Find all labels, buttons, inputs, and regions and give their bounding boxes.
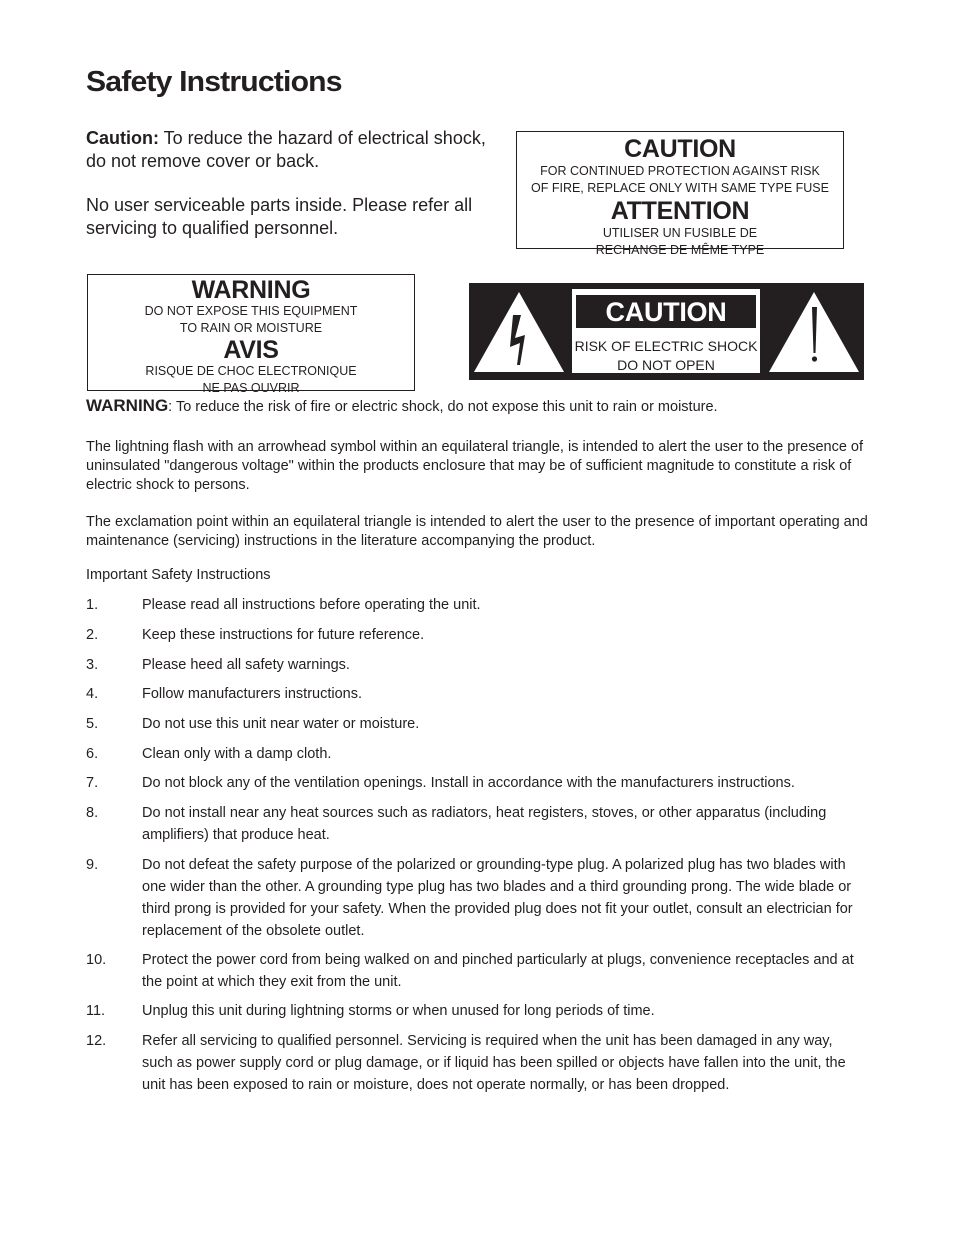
list-item-number: 7. [86, 775, 99, 791]
list-item-number: 12. [86, 1033, 107, 1049]
moisture-line2-en: TO RAIN OR MOISTURE [179, 321, 323, 335]
list-item-number: 1. [86, 597, 99, 613]
moisture-line1-fr: RISQUE DE CHOC ELECTRONIQUE [145, 364, 357, 378]
warning-line [86, 396, 718, 416]
fuse-heading-fr: ATTENTION [610, 197, 750, 225]
list-item-text: Do not defeat the safety purpose of the polarized or grounding-type plug. A polarized plug has two blades with one wider than the other. A grounding type plug has two blades and a third grounding prong. The wide blade or third prong is provided for your safety. When the provided plug does not fit your outlet, consult an electrician for replacement of the obsolete outlet. [142, 857, 853, 939]
shock-caution-label [469, 283, 864, 380]
exclamation-paragraph: The exclamation point within an equilateral triangle is intended to alert the user to the presence of important operating and maintenance (servicing) instructions in the literature accompanying the product. [86, 514, 868, 549]
service-paragraph: No user serviceable parts inside. Please refer all servicing to qualified personnel. [86, 195, 473, 238]
caution-paragraph [86, 127, 506, 173]
list-item-text: Do not block any of the ventilation openings. Install in accordance with the manufacturers instructions. [142, 775, 795, 791]
list-item-number: 3. [86, 657, 99, 673]
list-item-number: 9. [86, 857, 99, 873]
caution-intro [86, 127, 506, 261]
list-item-number: 4. [86, 686, 99, 702]
shock-heading: CAUTION [576, 295, 756, 328]
moisture-line2-fr: NE PAS OUVRIR [202, 381, 300, 395]
moisture-warning-label [87, 274, 415, 395]
list-item-text: Please heed all safety warnings. [142, 657, 350, 673]
shock-line2: DO NOT OPEN [617, 357, 715, 373]
list-item-text: Unplug this unit during lightning storms or when unused for long periods of time. [142, 1003, 655, 1019]
moisture-heading-en: WARNING [191, 276, 311, 304]
exclamation-triangle-icon [764, 283, 864, 380]
warning-label: WARNING [86, 396, 169, 415]
moisture-line1-en: DO NOT EXPOSE THIS EQUIPMENT [144, 304, 358, 318]
list-item-text: Do not use this unit near water or moisture. [142, 716, 420, 732]
caution-label: Caution: [86, 128, 159, 148]
shock-line1: RISK OF ELECTRIC SHOCK [574, 338, 758, 354]
list-item-text: Clean only with a damp cloth. [142, 746, 332, 762]
list-item-number: 11. [86, 1003, 106, 1019]
fuse-line2-fr: RECHANGE DE MÊME TYPE [595, 243, 765, 257]
list-item-number: 2. [86, 627, 99, 643]
list-item-text: Protect the power cord from being walked on and pinched particularly at plugs, convenience receptacles and at the point at which they exit from the unit. [142, 952, 854, 990]
fuse-line1-fr: UTILISER UN FUSIBLE DE [602, 226, 758, 240]
shock-center-panel [572, 289, 760, 373]
list-item-number: 10. [86, 952, 107, 968]
warning-text: : To reduce the risk of fire or electric shock, do not expose this unit to rain or moisture. [168, 399, 718, 415]
list-heading: Important Safety Instructions [86, 567, 271, 583]
lightning-triangle-icon [469, 283, 569, 380]
list-item-text: Follow manufacturers instructions. [142, 686, 362, 702]
list-item-text: Keep these instructions for future reference. [142, 627, 425, 643]
list-item-text: Refer all servicing to qualified personnel. Servicing is required when the unit has been damaged in any way, such as power supply cord or plug damage, or if liquid has been spilled or objects have fallen into the unit, the unit has been exposed to rain or moisture, does not operate normally, or has been dropped. [142, 1033, 846, 1093]
list-item-number: 5. [86, 716, 99, 732]
list-item-number: 6. [86, 746, 99, 762]
shock-subtext [572, 337, 760, 375]
list-item-text: Do not install near any heat sources such as radiators, heat registers, stoves, or other apparatus (including amplifiers) that produce heat. [142, 805, 827, 843]
fuse-line1-en: FOR CONTINUED PROTECTION AGAINST RISK [540, 164, 820, 178]
fuse-heading-en: CAUTION [624, 135, 736, 163]
caution-text: To reduce the hazard of electrical shock, do not remove cover or back. [86, 128, 486, 171]
list-item-number: 8. [86, 805, 99, 821]
list-item-text: Please read all instructions before operating the unit. [142, 597, 481, 613]
fuse-line2-en: OF FIRE, REPLACE ONLY WITH SAME TYPE FUSE [531, 181, 829, 195]
moisture-heading-fr: AVIS [223, 336, 279, 364]
fuse-caution-label [516, 131, 844, 257]
lightning-paragraph: The lightning flash with an arrowhead symbol within an equilateral triangle, is intended to alert the user to the presence of uninsulated "dangerous voltage" within the products enclosure that may be of sufficient magnitude to constitute a risk of electric shock to persons. [86, 439, 864, 493]
page-title: Safety Instructions [86, 66, 342, 98]
